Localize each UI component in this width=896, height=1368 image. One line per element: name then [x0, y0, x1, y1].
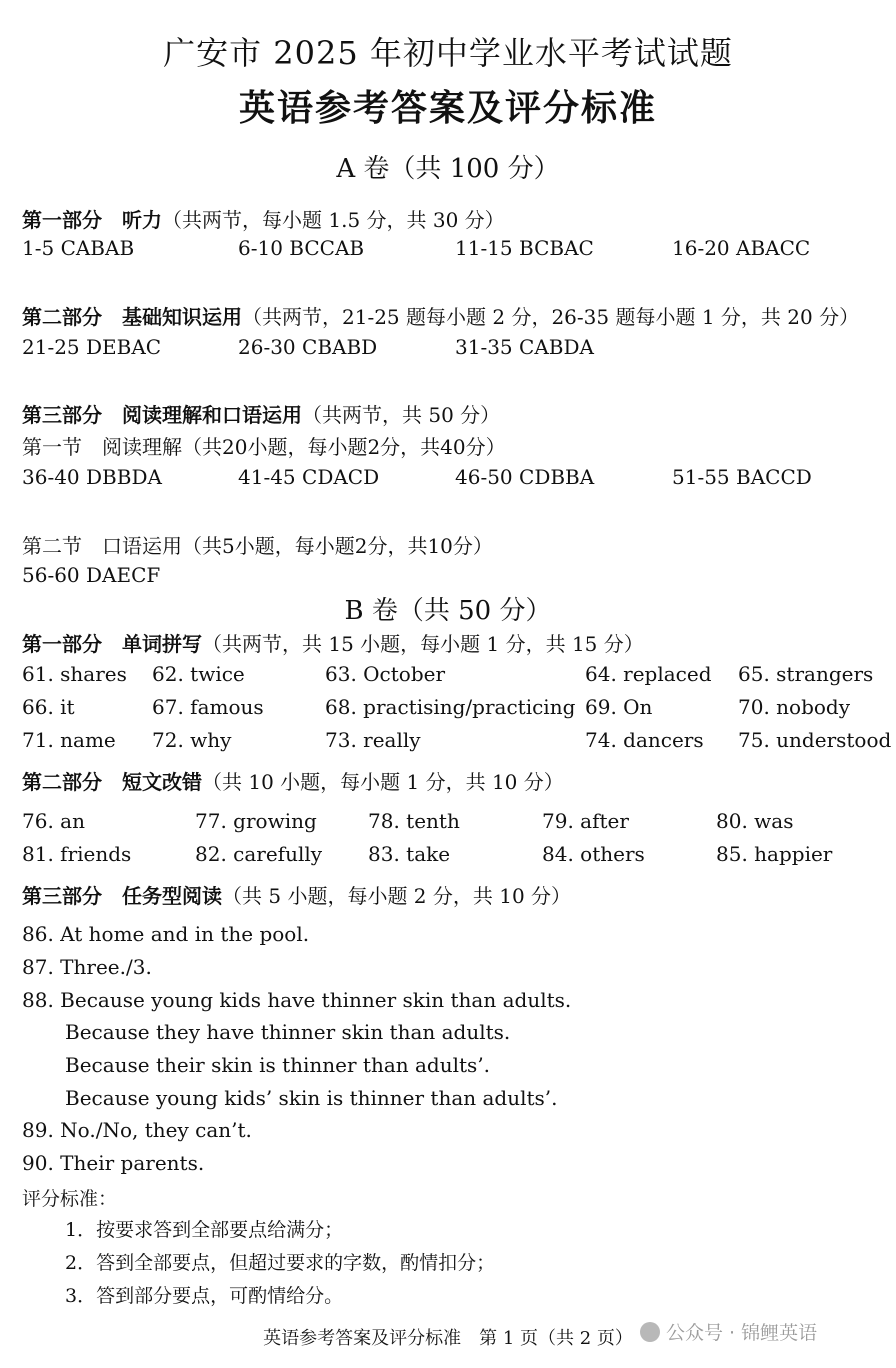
a-part3-section2: 第二节 口语运用（共5小题，每小题2分，共10分） [22, 534, 493, 558]
answer-item: 73. really [325, 728, 421, 752]
a-part3-heading [22, 399, 500, 428]
b-part1-name: 第一部分 单词拼写 [22, 632, 202, 656]
b-part3-heading [22, 880, 571, 909]
answer-line: Because their skin is thinner than adults’. [65, 1053, 491, 1077]
answer-group: 41-45 CDACD [238, 465, 380, 489]
answer-item: 71. name [22, 728, 116, 752]
answer-group: 31-35 CABDA [455, 335, 594, 359]
a-part3-detail: （共两节，共 50 分） [302, 403, 501, 427]
answer-line: 86. At home and in the pool. [22, 922, 310, 946]
b-part2-name: 第二部分 短文改错 [22, 770, 202, 794]
a-part1-detail: （共两节，每小题 1.5 分，共 30 分） [162, 208, 505, 232]
a-part2-name: 第二部分 基础知识运用 [22, 305, 242, 329]
b-part2-heading [22, 766, 564, 795]
answer-item: 79. after [542, 809, 629, 833]
answer-item: 78. tenth [368, 809, 460, 833]
criteria-title: 评分标准： [22, 1188, 118, 1210]
answer-key-title: 英语参考答案及评分标准 [238, 87, 657, 129]
answer-item: 84. others [542, 842, 645, 866]
a-part2-detail: （共两节，21-25 题每小题 2 分，26-35 题每小题 1 分，共 20 分） [242, 305, 860, 329]
answer-item: 67. famous [152, 695, 264, 719]
answer-group: 21-25 DEBAC [22, 335, 162, 359]
answer-item: 80. was [716, 809, 794, 833]
answer-item: 85. happier [716, 842, 833, 866]
answer-item: 74. dancers [585, 728, 704, 752]
page-footer: 英语参考答案及评分标准 第 1 页（共 2 页） [263, 1328, 633, 1349]
volume-a-title: A 卷（共 100 分） [336, 154, 560, 184]
answer-item: 76. an [22, 809, 85, 833]
answer-group: 51-55 BACCD [672, 465, 812, 489]
a-part2-heading [22, 301, 859, 330]
wechat-icon [640, 1322, 660, 1342]
answer-item: 66. it [22, 695, 75, 719]
answer-item: 69. On [585, 695, 653, 719]
answer-item: 81. friends [22, 842, 132, 866]
watermark [640, 1318, 817, 1345]
criteria-item: 2．答到全部要点，但超过要求的字数，酌情扣分； [65, 1252, 496, 1274]
answer-item: 65. strangers [738, 662, 874, 686]
answer-group: 36-40 DBBDA [22, 465, 162, 489]
criteria-item: 1．按要求答到全部要点给满分； [65, 1219, 344, 1241]
b-part3-detail: （共 5 小题，每小题 2 分，共 10 分） [222, 884, 572, 908]
answer-line: 88. Because young kids have thinner skin than adults. [22, 988, 572, 1012]
b-part1-detail: （共两节，共 15 小题，每小题 1 分，共 15 分） [202, 632, 644, 656]
volume-b-title: B 卷（共 50 分） [344, 596, 552, 626]
b-part1-heading [22, 628, 644, 657]
answer-group: 56-60 DAECF [22, 563, 161, 587]
answer-item: 75. understood [738, 728, 892, 752]
criteria-item: 3．答到部分要点，可酌情给分。 [65, 1285, 344, 1307]
answer-item: 77. growing [195, 809, 317, 833]
b-part3-name: 第三部分 任务型阅读 [22, 884, 222, 908]
answer-group: 11-15 BCBAC [455, 236, 594, 260]
answer-group: 16-20 ABACC [672, 236, 811, 260]
answer-item: 61. shares [22, 662, 127, 686]
a-part3-name: 第三部分 阅读理解和口语运用 [22, 403, 302, 427]
answer-item: 64. replaced [585, 662, 712, 686]
answer-item: 82. carefully [195, 842, 323, 866]
answer-line: Because they have thinner skin than adults. [65, 1020, 511, 1044]
exam-title: 广安市 2025 年初中学业水平考试试题 [163, 34, 733, 72]
answer-line: 89. No./No, they can’t. [22, 1118, 252, 1142]
answer-item: 62. twice [152, 662, 245, 686]
answer-item: 68. practising/practicing [325, 695, 576, 719]
watermark-text: 公众号 · 锦鲤英语 [666, 1322, 818, 1344]
answer-line: Because young kids’ skin is thinner than adults’. [65, 1086, 558, 1110]
answer-line: 87. Three./3. [22, 955, 152, 979]
answer-line: 90. Their parents. [22, 1151, 205, 1175]
a-part3-section1: 第一节 阅读理解（共20小题，每小题2分，共40分） [22, 435, 506, 459]
a-part1-heading [22, 204, 505, 233]
b-part2-detail: （共 10 小题，每小题 1 分，共 10 分） [202, 770, 564, 794]
answer-item: 63. October [325, 662, 446, 686]
answer-group: 1-5 CABAB [22, 236, 135, 260]
answer-group: 6-10 BCCAB [238, 236, 365, 260]
answer-group: 26-30 CBABD [238, 335, 378, 359]
answer-group: 46-50 CDBBA [455, 465, 595, 489]
a-part1-name: 第一部分 听力 [22, 208, 162, 232]
answer-item: 70. nobody [738, 695, 851, 719]
answer-item: 83. take [368, 842, 451, 866]
answer-item: 72. why [152, 728, 232, 752]
